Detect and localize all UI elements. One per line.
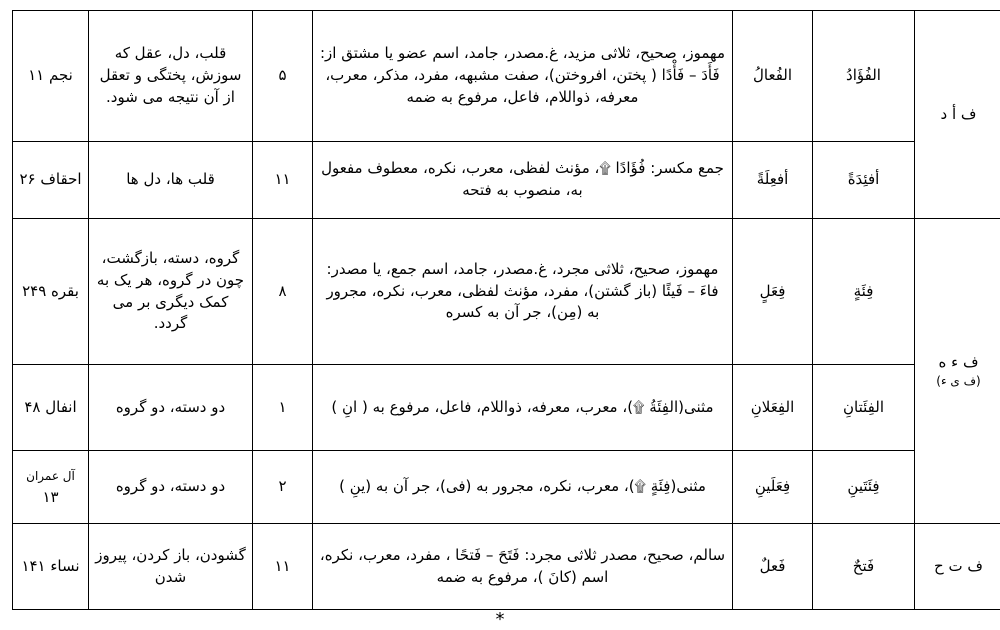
reference-cell: احقاف ۲۶ [13,142,89,219]
meaning-cell: دو دسته، دو گروه [89,451,253,524]
pattern-cell: الفُعالُ [733,11,813,142]
word-cell: فَتحٌ [813,524,915,610]
pattern-cell: فِعَلٍ [733,219,813,365]
meaning-cell: قلب، دل، عقل که سوزش، پختگی و تعقل از آن نتیجه می شود. [89,11,253,142]
reference-cell: انفال ۴۸ [13,365,89,451]
table-row [13,451,1000,524]
count-cell: ۱۱ [253,142,313,219]
pattern-cell: الفِعَلانِ [733,365,813,451]
count-cell: ۵ [253,11,313,142]
count-cell: ۲ [253,451,313,524]
root-cell: ف أ د [915,11,1000,219]
word-cell: الفِئَتانِ [813,365,915,451]
table-row [13,142,1000,219]
description-cell: سالم، صحیح، مصدر ثلاثی مجرد: فَتَحَ – فَتحًا ، مفرد، معرب، نکره، اسم (کانَ )، مرفوع به ضمه [313,524,733,610]
root-cell: ف ت ح [915,524,1000,610]
table-row [13,365,1000,451]
description-cell: مهموز، صحیح، ثلاثی مجرد، غ.مصدر، جامد، اسم جمع، یا مصدر: فاءَ – فَیئًا (باز گشتن)، مفرد، مؤنث لفظی، معرب، نکره، مجرور به (مِن)، جر آن به کسره [313,219,733,365]
reference-cell: آل عمران ۱۳ [13,451,89,524]
count-cell: ۸ [253,219,313,365]
root-cell: ف ء ه (ف ی ء) [915,219,1000,524]
lexicon-table [12,10,1000,610]
count-cell: ۱ [253,365,313,451]
count-cell: ۱۱ [253,524,313,610]
description-cell: جمع مکسر: فُؤَادًا ۩، مؤنث لفظی، معرب، نکره، معطوف مفعول به، منصوب به فتحه [313,142,733,219]
reference-cell: نجم ۱۱ [13,11,89,142]
table-row [13,219,1000,365]
pattern-cell: فِعَلَینِ [733,451,813,524]
meaning-cell: گروه، دسته، بازگشت، چون در گروه، هر یک به کمک دیگری بر می گردد. [89,219,253,365]
word-cell: فِئَةٍ [813,219,915,365]
description-cell: مهموز، صحیح، ثلاثی مزید، غ.مصدر، جامد، اسم عضو یا مشتق از: فَأَدَ – فَأْدًا ( پختن، افروختن)، صفت مشبهه، مفرد، مذکر، معرب، معرفه، ذواللام، فاعل، مرفوع به ضمه [313,11,733,142]
table-row [13,524,1000,610]
table-row [13,11,1000,142]
word-cell: الفُؤَادُ [813,11,915,142]
meaning-cell: گشودن، باز کردن، پیروز شدن [89,524,253,610]
footer-asterisk: * [0,609,1000,630]
word-cell: فِئَتَینِ [813,451,915,524]
reference-cell: نساء ۱۴۱ [13,524,89,610]
pattern-cell: فَعلٌ [733,524,813,610]
description-cell: مثنی(فِئَةٍ ۩)، معرب، نکره، مجرور به (فی)، جر آن به (ینِ ) [313,451,733,524]
reference-cell: بقره ۲۴۹ [13,219,89,365]
description-cell: مثنی(الفِئَةُ ۩)، معرب، معرفه، ذواللام، فاعل، مرفوع به ( انِ ) [313,365,733,451]
meaning-cell: قلب ها، دل ها [89,142,253,219]
pattern-cell: أفعِلَةً [733,142,813,219]
word-cell: أفئِدَةً [813,142,915,219]
meaning-cell: دو دسته، دو گروه [89,365,253,451]
